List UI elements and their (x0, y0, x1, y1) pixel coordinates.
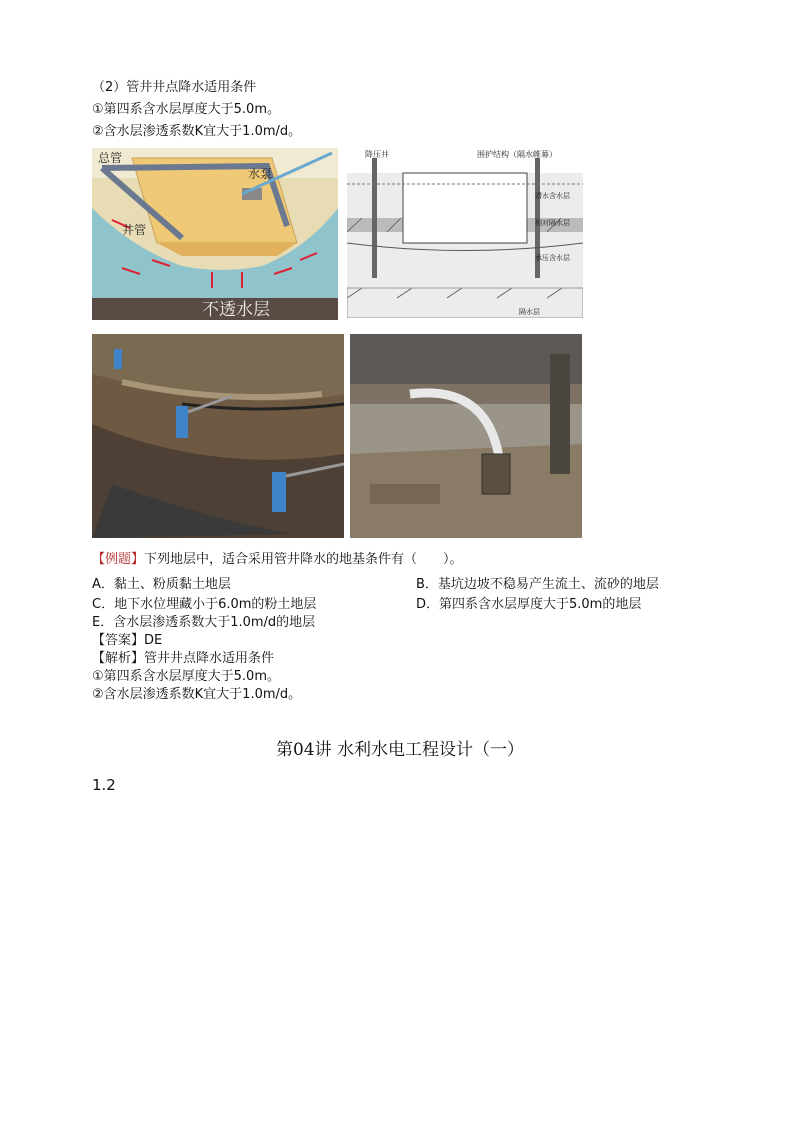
dewatering-diagram-illustration (92, 148, 338, 320)
label-confined: 承压含水层 (535, 254, 570, 262)
answer-tag: 【答案】 (92, 633, 145, 648)
label-aquiclude: 不透水层 (202, 300, 270, 320)
condition-1: ①第四系含水层厚度大于5.0m。 (92, 102, 280, 117)
option-b: B．基坑边坡不稳易产生流土、流砂的地层 (416, 577, 659, 592)
label-main-pipe: 总管 (98, 151, 123, 165)
section-number: 1.2 (92, 776, 116, 794)
analysis-2: ②含水层渗透系数K宜大于1.0m/d。 (92, 687, 302, 702)
analysis (92, 650, 274, 668)
label-phreatic: 潜水含水层 (535, 192, 570, 200)
analysis-1: ①第四系含水层厚度大于5.0m。 (92, 669, 280, 684)
condition-title: （2）管井井点降水适用条件 (92, 80, 257, 95)
analysis-tag: 【解析】 (92, 651, 145, 666)
trench-well-photo (92, 334, 344, 538)
section-heading: 第04讲 水利水电工程设计（一） (275, 740, 525, 760)
example-tag: 【例题】 (92, 552, 145, 567)
example-question (92, 551, 463, 569)
answer-value: DE (144, 633, 163, 648)
answer (92, 632, 162, 650)
label-impermeable: 隔水层 (519, 308, 540, 316)
label-retaining: 围护结构（隔水帷幕） (477, 150, 557, 159)
option-d: D．第四系含水层厚度大于5.0m的地层 (416, 597, 642, 612)
option-c: C．地下水位埋藏小于6.0m的粉土地层 (92, 597, 317, 612)
condition-2: ②含水层渗透系数K宜大于1.0m/d。 (92, 124, 302, 139)
option-a: A．黏土、粉质黏土地层 (92, 577, 231, 592)
pumping-photo (350, 334, 582, 538)
example-question-text: 下列地层中，适合采用管井降水的地基条件有（ ）。 (144, 552, 463, 567)
analysis-text: 管井井点降水适用条件 (144, 651, 275, 666)
option-e: E．含水层渗透系数大于1.0m/d的地层 (92, 615, 316, 630)
label-aquitard: 相对隔水层 (535, 219, 570, 227)
section-diagram-illustration (347, 148, 583, 318)
label-pump: 水泵 (248, 167, 273, 181)
label-relief-well: 降压井 (365, 150, 389, 159)
label-well-pipe: 井管 (122, 223, 147, 237)
